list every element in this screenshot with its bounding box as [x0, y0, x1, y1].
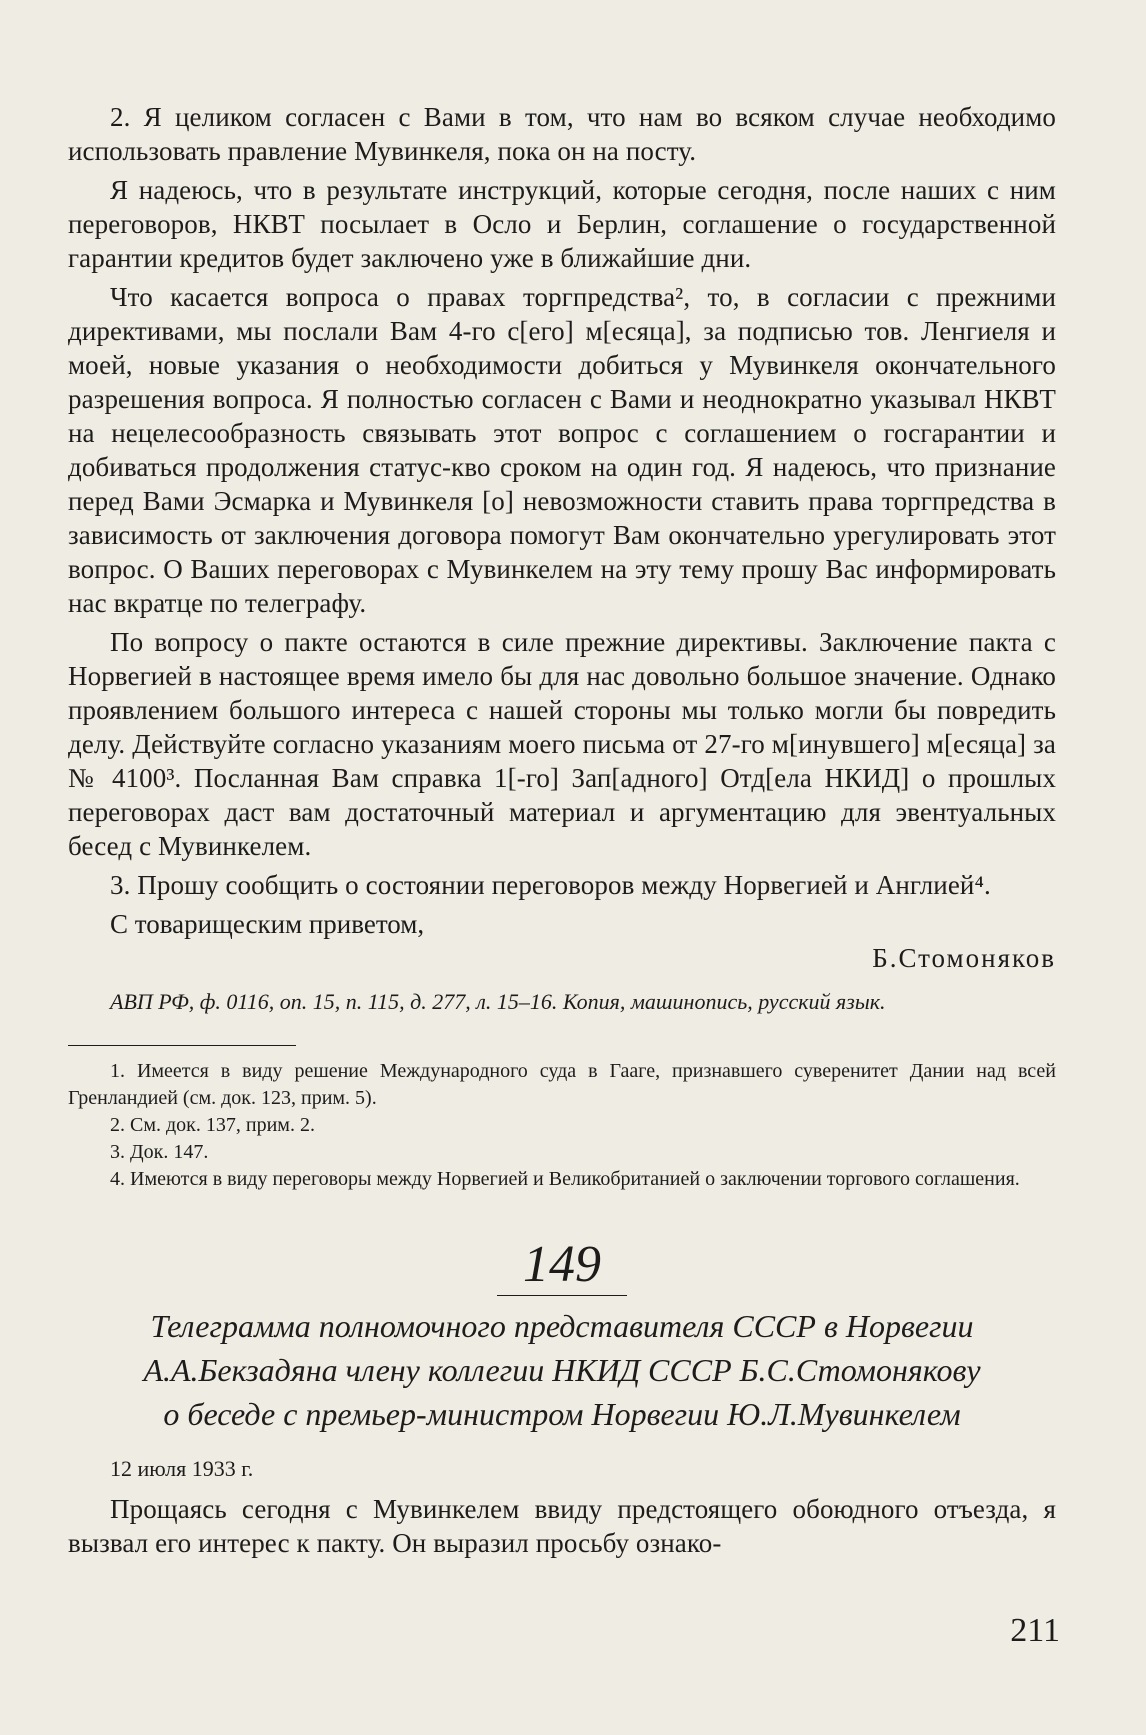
page-number: 211 — [1010, 1612, 1060, 1649]
footnote-divider — [68, 1045, 296, 1046]
body-paragraph-5: 3. Прошу сообщить о состоянии переговоров между Норвегией и Англией⁴. — [110, 870, 991, 900]
body-paragraph-4: По вопросу о пакте остаются в силе прежние директивы. Заключение пакта с Норвегией в настоящее время имело бы для нас довольно большое значение. Однако проявлением большого интереса с нашей стороны мы только могли бы повредить делу. Действуйте согласно указаниям моего письма от 27-го м[инувшего] м[есяца] за № 4100³. Посланная Вам справка 1[-го] Зап[адного] Отд[ела НКИД] о прошлых переговорах даст вам достаточный материал и аргументацию для эвентуальных бесед с Мувинкелем. — [68, 627, 1056, 861]
footnote-4: 4. Имеются в виду переговоры между Норвегией и Великобританией о заключении торгового соглашения. — [110, 1168, 1020, 1190]
archive-reference: АВП РФ, ф. 0116, оп. 15, п. 115, д. 277, л. 15–16. Копия, машинопись, русский язык. — [110, 989, 886, 1014]
signature: Б.Стомоняков — [872, 943, 1056, 973]
document-title-line-3: о беседе с премьер-министром Норвегии Ю.Л.Мувинкелем — [163, 1396, 961, 1432]
document-title-line-2: А.А.Бекзадяна члену коллегии НКИД СССР Б.С.Стомонякову — [143, 1352, 981, 1388]
document-date: 12 июля 1933 г. — [110, 1456, 254, 1481]
opening-paragraph: Прощаясь сегодня с Мувинкелем ввиду предстоящего обоюдного отъезда, я вызвал его интерес к пакту. Он выразил просьбу ознако- — [68, 1494, 1056, 1558]
document-title-line-1: Телеграмма полномочного представителя СССР в Норвегии — [150, 1308, 974, 1344]
footnote-1: 1. Имеется в виду решение Международного суда в Гааге, признавшего суверенитет Дании над всей Гренландией (см. док. 123, прим. 5). — [68, 1060, 1056, 1109]
document-number-underline — [497, 1295, 627, 1296]
closing-salutation: С товарищеским приветом, — [110, 909, 425, 939]
footnote-2: 2. См. док. 137, прим. 2. — [110, 1114, 315, 1136]
document-number: 149 — [523, 1236, 601, 1293]
body-paragraph-1: 2. Я целиком согласен с Вами в том, что нам во всяком случае необходимо использовать правление Мувинкеля, пока он на посту. — [68, 102, 1056, 166]
main-column — [68, 100, 1056, 1565]
body-paragraph-2: Я надеюсь, что в результате инструкций, которые сегодня, после наших с ним переговоров, НКВТ посылает в Осло и Берлин, соглашение о государственной гарантии кредитов будет заключено уже в ближайшие дни. — [68, 175, 1056, 273]
body-paragraph-3: Что касается вопроса о правах торгпредства², то, в согласии с прежними директивами, мы послали Вам 4-го с[его] м[есяца], за подписью тов. Ленгиеля и моей, новые указания о необходимости добиться у Мувинкеля окончательного разрешения вопроса. Я полностью согласен с Вами и неоднократно указывал НКВТ на нецелесообразность связывать этот вопрос с соглашением о госгарантии и добиваться продолжения статус-кво сроком на один год. Я надеюсь, что признание перед Вами Эсмарка и Мувинкеля [о] невозможности ставить права торгпредства в зависимость от заключения договора помогут Вам окончательно урегулировать этот вопрос. О Ваших переговорах с Мувинкелем на эту тему прошу Вас информировать нас вкратце по телеграфу. — [68, 282, 1056, 618]
footnote-3: 3. Док. 147. — [110, 1141, 209, 1163]
